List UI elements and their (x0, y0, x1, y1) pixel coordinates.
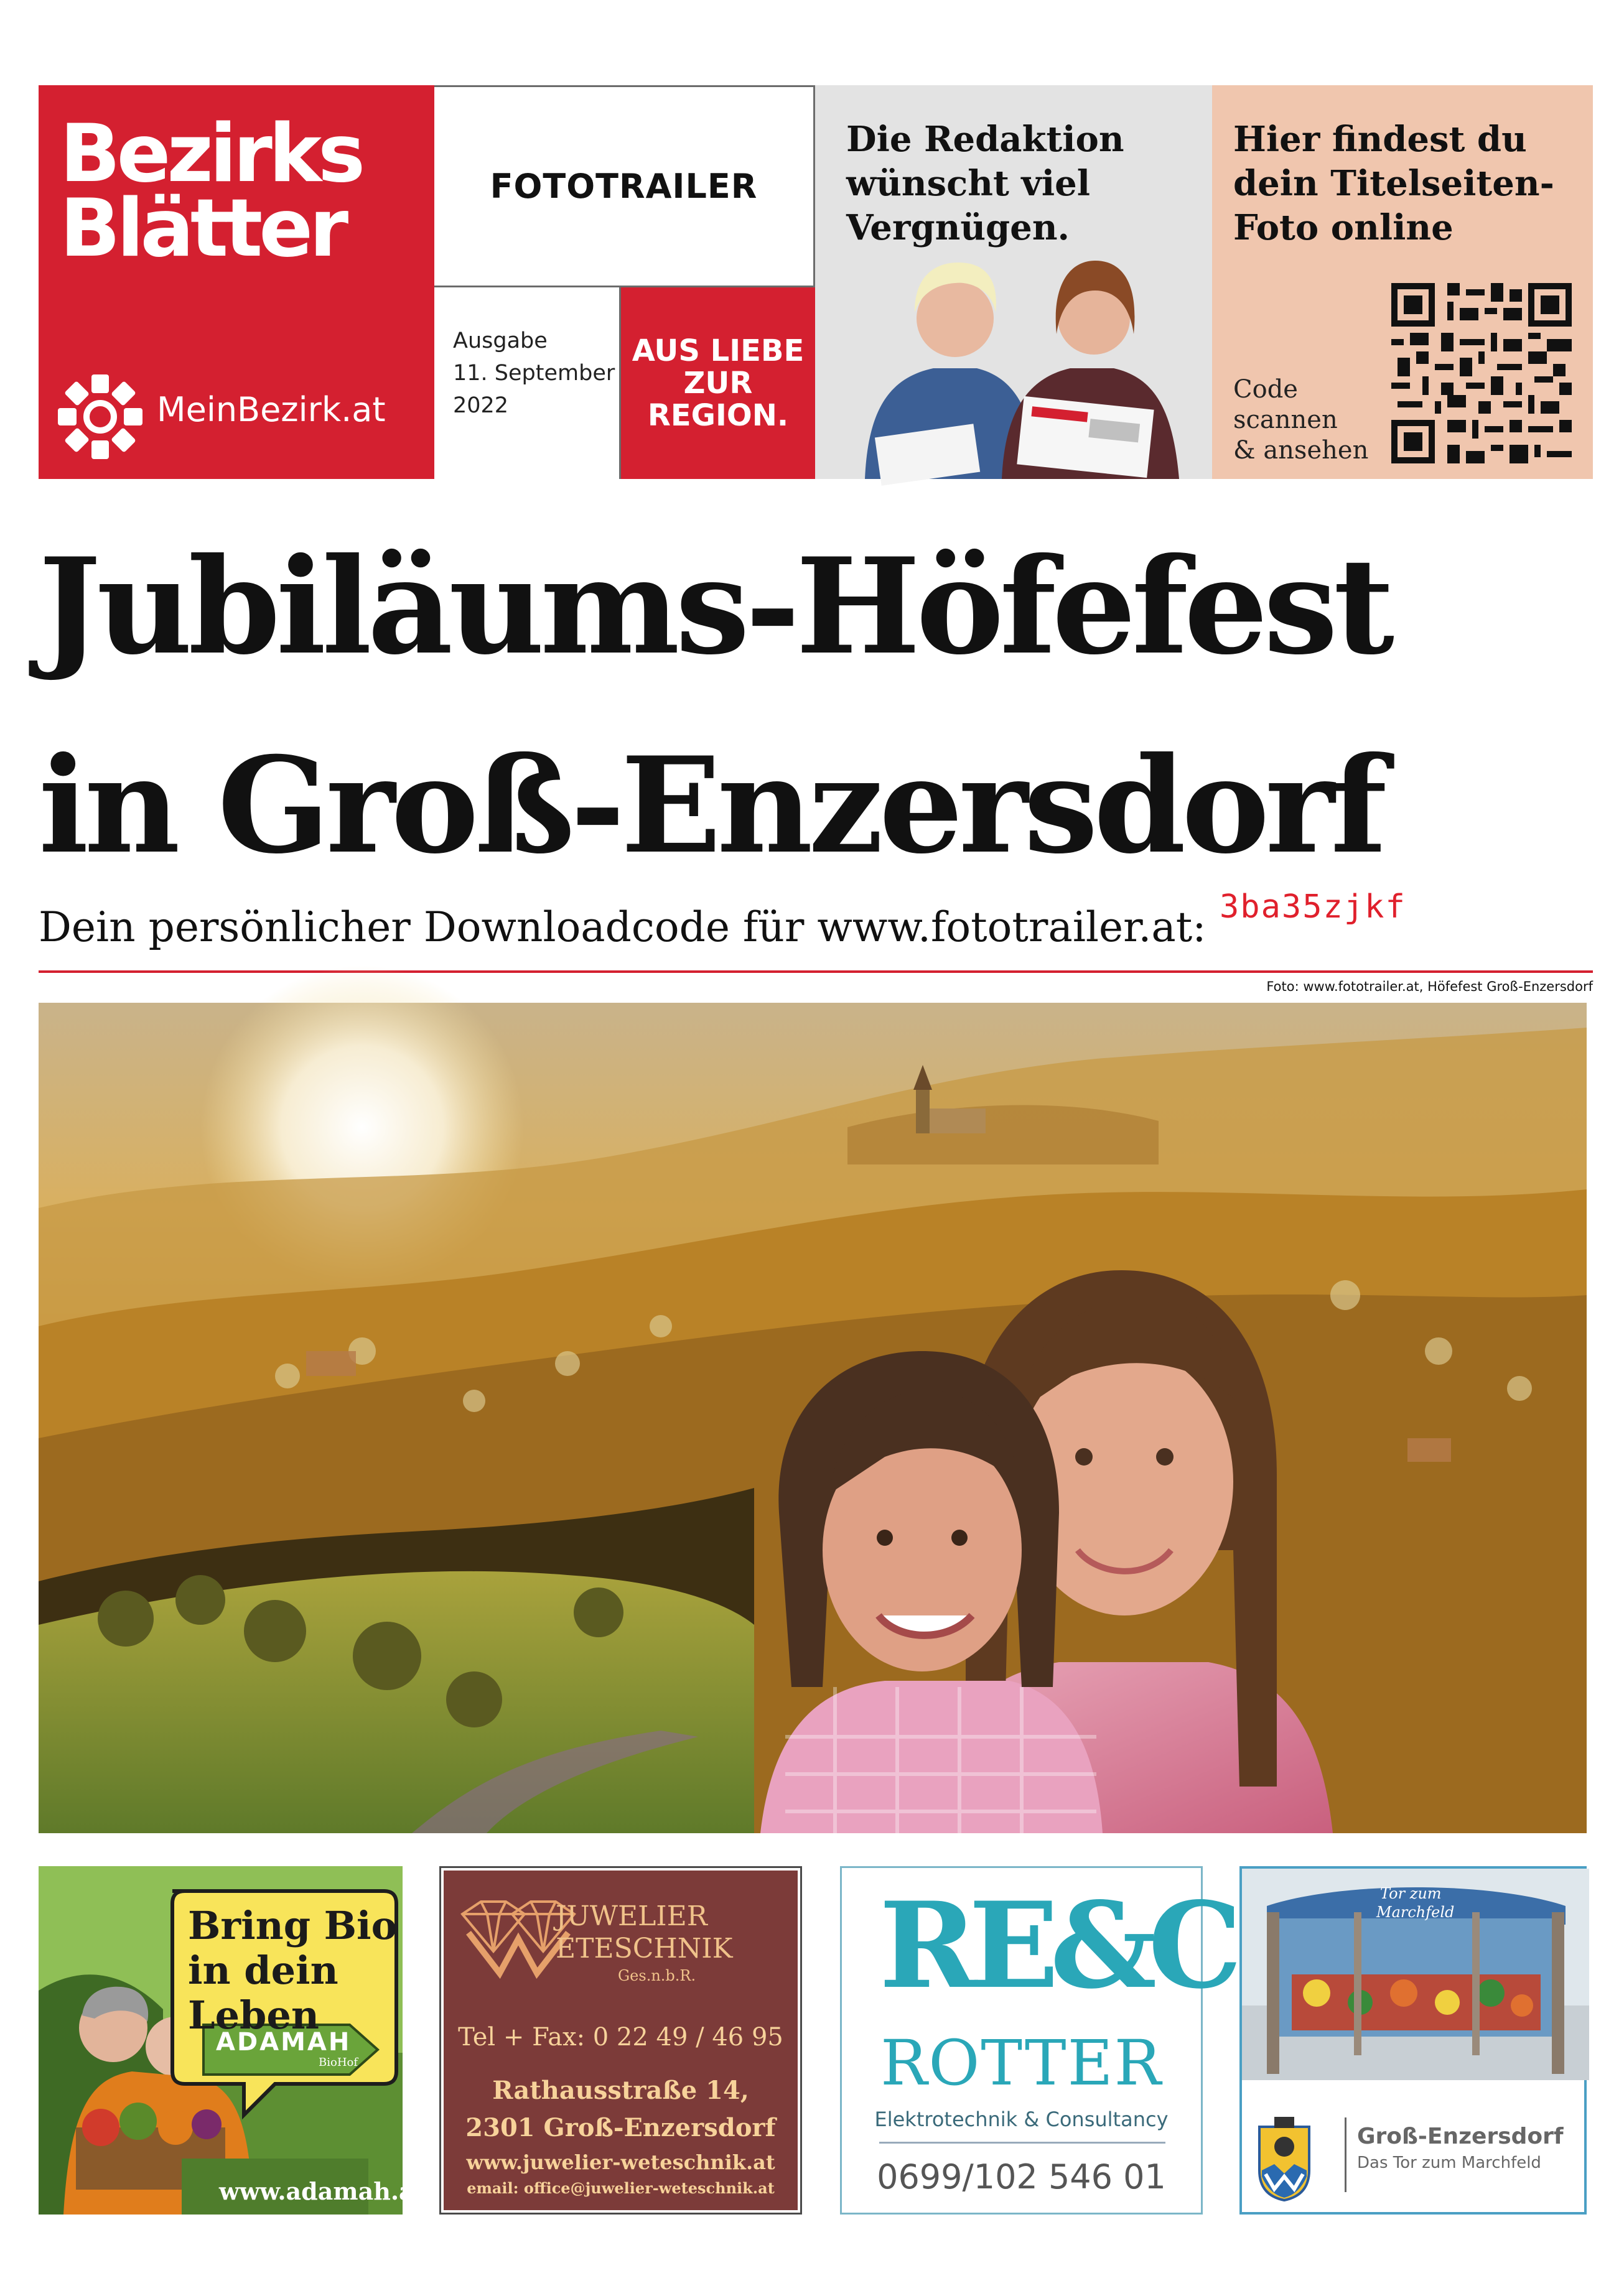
editorial-team-photo (815, 85, 1212, 479)
ad-gemeinde-sign-1: Tor zum (1380, 1885, 1442, 1902)
coat-of-arms-icon (1256, 2114, 1313, 2201)
editorial-line-3: Vergnügen. (846, 207, 1070, 248)
ad-juwelier-street: Rathausstraße 14, (492, 2076, 749, 2105)
ad-juwelier-name-2: ETESCHNIK (556, 1933, 733, 1964)
logo-site-name: MeinBezirk.at (157, 390, 386, 429)
section-label-box (434, 85, 815, 287)
ad-rotter-name: ROTTER (880, 2027, 1162, 2099)
qr-scan-line-1: Code (1233, 375, 1298, 404)
ad-rotter-tagline: Elektrotechnik & Consultancy (874, 2108, 1169, 2131)
ad-juwelier[interactable] (439, 1866, 802, 2215)
headline (39, 507, 1594, 905)
issue-year: 2022 (453, 393, 509, 418)
logo-line-1: Bezirks (60, 108, 362, 200)
ad-adamah-slogan (188, 1903, 397, 2038)
ad-juwelier-city: 2301 Groß-Enzersdorf (465, 2113, 776, 2142)
ad-rotter-divider (879, 2142, 1165, 2144)
photo-credit: Foto: www.fototrailer.at, Höfefest Groß-Enzersdorf (1266, 979, 1593, 994)
editorial-line-1: Die Redaktion (846, 119, 1124, 160)
ad-gemeinde-name: Groß-Enzersdorf (1357, 2124, 1564, 2149)
ad-adamah-line-2: in dein (188, 1948, 338, 1993)
ad-juwelier-web[interactable]: www.juwelier-weteschnik.at (466, 2150, 775, 2174)
ad-juwelier-panel (444, 1871, 798, 2210)
sun-logo-icon (54, 370, 147, 463)
ad-rotter-logo: RE&C (879, 1876, 1234, 2015)
ad-juwelier-legal: Ges.n.b.R. (618, 1967, 696, 1984)
ad-gemeinde[interactable] (1239, 1866, 1587, 2215)
download-instruction: Dein persönlicher Downloadcode für www.fototrailer.at: (39, 903, 1206, 951)
ad-gemeinde-sign-2: Marchfeld (1376, 1903, 1455, 1921)
headline-line-1: Jubiläums-Höfefest (39, 529, 1391, 684)
slogan-line-1: AUS LIEBE (632, 333, 805, 368)
qr-scan-line-3: & ansehen (1233, 436, 1369, 465)
qr-scan-line-2: scannen (1233, 406, 1338, 434)
ad-juwelier-name-1: JUWELIER (556, 1900, 707, 1932)
slogan-box (621, 287, 815, 479)
ad-adamah-brand-sub: BioHof (319, 2056, 358, 2069)
ad-rotter[interactable] (840, 1866, 1234, 2215)
logo-line-2: Blätter (60, 182, 345, 275)
editorial-panel (815, 85, 1212, 479)
issue-label: Ausgabe (453, 328, 548, 353)
download-code[interactable]: 3ba35zjkf (1220, 888, 1406, 926)
issue-info (434, 287, 621, 479)
ad-gemeinde-tagline: Das Tor zum Marchfeld (1357, 2154, 1541, 2172)
bezirksblaetter-logo[interactable] (39, 85, 434, 479)
ad-rotter-phone[interactable]: 0699/102 546 01 (877, 2157, 1166, 2196)
ad-adamah-line-3: Leben (188, 1992, 319, 2038)
qr-title-line-1: Hier findest du (1233, 119, 1527, 160)
editorial-line-2: wünscht viel (846, 163, 1091, 204)
qr-panel (1212, 85, 1593, 479)
title-photo-image (39, 1003, 1587, 1833)
ad-gemeinde-divider (1345, 2117, 1346, 2192)
ad-juwelier-email[interactable]: email: office@juwelier-weteschnik.at (467, 2179, 775, 2197)
slogan-line-2: ZUR (683, 366, 753, 401)
ad-adamah-url[interactable]: www.adamah.at (219, 2177, 426, 2205)
headline-line-2: in Groß-Enzersdorf (39, 728, 1383, 883)
ad-adamah-line-1: Bring Bio (188, 1903, 397, 1948)
ad-adamah[interactable] (39, 1866, 426, 2215)
qr-title (1233, 118, 1554, 250)
qr-scan-hint (1233, 374, 1368, 466)
qr-title-line-2: dein Titelseiten- (1233, 163, 1554, 204)
ad-juwelier-phone: Tel + Fax: 0 22 49 / 46 95 (458, 2023, 783, 2052)
qr-title-line-3: Foto online (1233, 207, 1454, 248)
ad-adamah-brand: ADAMAH (216, 2028, 352, 2057)
qr-code-icon[interactable] (1391, 283, 1572, 463)
section-label: FOTOTRAILER (490, 167, 758, 206)
divider-rule (39, 970, 1593, 973)
issue-date: 11. September (453, 361, 615, 386)
slogan-line-3: REGION. (647, 398, 789, 433)
title-photo[interactable] (39, 1003, 1587, 1833)
